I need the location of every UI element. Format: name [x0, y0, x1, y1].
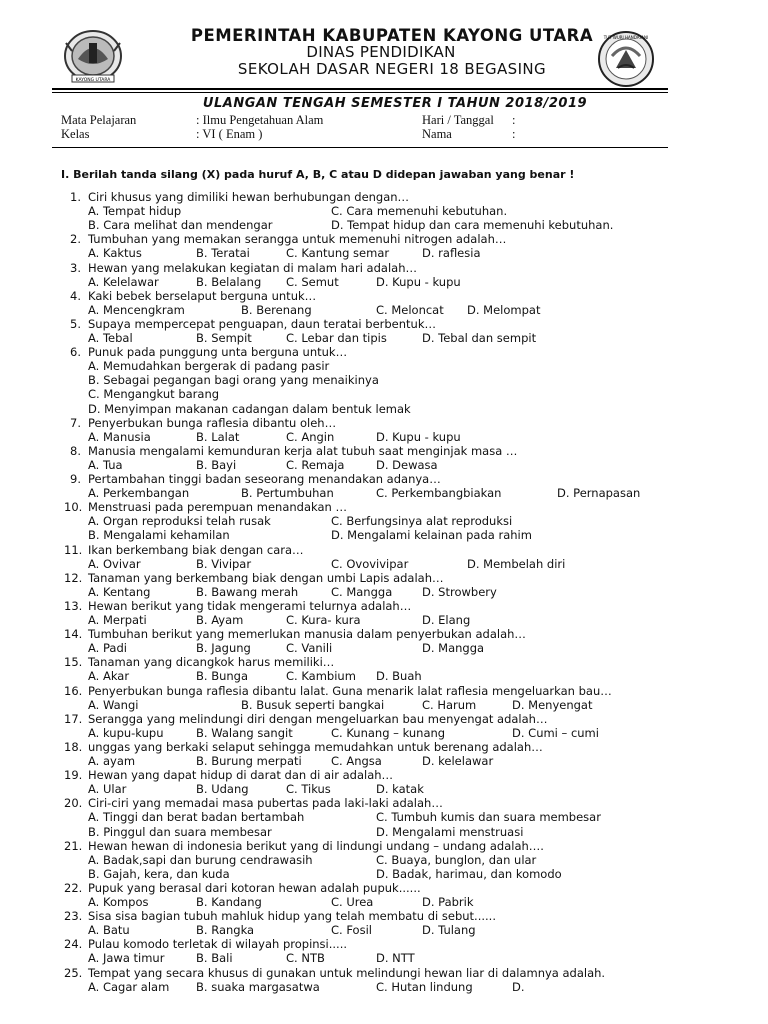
answer-option[interactable]: A. ayam — [88, 754, 136, 768]
question-number: 15. — [64, 655, 83, 670]
question-number: 14. — [64, 627, 83, 642]
question-text: Punuk pada punggung unta berguna untuk… — [88, 345, 348, 360]
answer-option[interactable]: D. Badak, harimau, dan komodo — [376, 866, 562, 881]
answer-option[interactable]: B. Teratai — [196, 246, 250, 261]
question-text: Menstruasi pada perempuan menandakan … — [88, 500, 347, 515]
answer-option[interactable]: C. Kura- kura — [286, 613, 361, 627]
answer-option[interactable]: D. Dewasa — [376, 457, 438, 472]
question-text: Penyerbukan bunga raflesia dibantu oleh… — [88, 415, 337, 430]
answer-option[interactable]: A. Perkembangan — [88, 486, 190, 501]
meta-divider — [52, 147, 668, 148]
question-number: 12. — [64, 570, 83, 585]
svg-text:KAYONG UTARA: KAYONG UTARA — [75, 78, 111, 83]
question-text: Hewan yang dapat hidup di darat dan di air adalah… — [88, 768, 394, 783]
answer-option[interactable]: B. Berenang — [241, 302, 312, 317]
question-text: Hewan hewan di indonesia berikut yang di lindungi undang – undang adalah…. — [88, 838, 544, 853]
answer-option[interactable]: C. NTB — [286, 951, 325, 966]
answer-option[interactable]: A. Kelelawar — [88, 274, 159, 289]
answer-option[interactable]: B. Pertumbuhan — [241, 486, 334, 501]
letterhead-department: DINAS PENDIDIKAN — [306, 43, 456, 61]
question-number: 5. — [70, 316, 81, 331]
answer-option[interactable]: D. Elang — [422, 613, 471, 627]
answer-option[interactable]: D. Tempat hidup dan cara memenuhi kebutuhan. — [331, 218, 614, 233]
date-label: Hari / Tanggal — [422, 113, 494, 127]
question-text: Serangga yang melindungi diri dengan mengeluarkan bau menyengat adalah… — [88, 711, 548, 726]
answer-option[interactable]: C. Fosil — [331, 923, 372, 938]
question-number: 10. — [64, 500, 83, 515]
answer-option[interactable]: B. Sempit — [196, 331, 252, 345]
answer-option[interactable]: D. raflesia — [422, 246, 481, 261]
date-value: : — [512, 113, 516, 127]
question-number: 17. — [64, 711, 83, 726]
question-number: 1. — [70, 190, 81, 204]
question-number: 2. — [70, 232, 81, 247]
question-number: 25. — [64, 965, 83, 980]
question-text: Supaya mempercepat penguapan, daun teratai berbentuk… — [88, 316, 436, 331]
answer-option[interactable]: C. Hutan lindung — [376, 979, 473, 994]
answer-option[interactable]: C. Cara memenuhi kebutuhan. — [331, 204, 508, 219]
answer-option[interactable]: B. Busuk seperti bangkai — [241, 697, 385, 712]
question-text: Tanaman yang dicangkok harus memiliki… — [88, 655, 335, 670]
letterhead-school: SEKOLAH DASAR NEGERI 18 BEGASING — [237, 60, 547, 78]
answer-option[interactable]: B. suaka margasatwa — [196, 979, 320, 994]
answer-option[interactable]: A. Wangi — [88, 697, 139, 712]
answer-option[interactable]: C. Berfungsinya alat reproduksi — [331, 514, 513, 529]
answer-option[interactable]: C. Mangga — [331, 584, 393, 599]
answer-option[interactable]: B. Bali — [196, 951, 233, 966]
question-number: 3. — [70, 260, 81, 275]
answer-option[interactable]: A. Cagar alam — [88, 979, 170, 994]
answer-option[interactable]: A. Tebal — [88, 331, 133, 345]
question-number: 23. — [64, 909, 83, 924]
answer-option[interactable]: A. Tinggi dan berat badan bertambah — [88, 810, 305, 825]
answer-option[interactable]: B. Cara melihat dan mendengar — [88, 218, 273, 233]
answer-option[interactable]: A. Badak,sapi dan burung cendrawasih — [88, 852, 313, 867]
header-divider-thin — [52, 92, 668, 93]
answer-option[interactable]: C. Angin — [286, 429, 335, 444]
svg-text:TUT WURI HANDAYANI: TUT WURI HANDAYANI — [603, 35, 649, 40]
subject-label: Mata Pelajaran — [61, 113, 137, 127]
answer-option[interactable]: A. Akar — [88, 669, 130, 684]
question-text: Kaki bebek berselaput berguna untuk… — [88, 288, 317, 303]
answer-option[interactable]: C. Ovovivipar — [331, 556, 409, 571]
answer-option[interactable]: B. Belalang — [196, 274, 262, 289]
question-number: 13. — [64, 598, 83, 613]
answer-option[interactable]: D. Strowbery — [422, 584, 497, 599]
answer-option[interactable]: C. Urea — [331, 895, 374, 909]
answer-option[interactable]: A. Kompos — [88, 895, 149, 909]
answer-option[interactable]: D. Membelah diri — [467, 556, 566, 571]
answer-option[interactable]: D. Tulang — [422, 923, 476, 938]
question-number: 11. — [64, 542, 83, 557]
question-number: 22. — [64, 880, 83, 895]
answer-option[interactable]: C. Angsa — [331, 754, 382, 768]
answer-option[interactable]: A. Ular — [88, 782, 127, 797]
answer-option[interactable]: C. Tikus — [286, 782, 331, 797]
answer-option[interactable]: A. Kentang — [88, 584, 151, 599]
answer-option[interactable]: D. Pernapasan — [557, 486, 641, 501]
answer-option[interactable]: C. Perkembangbiakan — [376, 486, 502, 501]
answer-option[interactable]: A. Batu — [88, 923, 130, 938]
answer-option[interactable]: D. NTT — [376, 951, 415, 966]
question-text: Ciri khusus yang dimiliki hewan berhubungan dengan… — [88, 190, 410, 204]
answer-option[interactable]: C. Tumbuh kumis dan suara membesar — [376, 810, 601, 825]
answer-option[interactable]: D. Menyimpan makanan cadangan dalam bentuk lemak — [88, 401, 411, 416]
answer-option[interactable]: D. Kupu - kupu — [376, 429, 461, 444]
answer-option[interactable]: C. Buaya, bunglon, dan ular — [376, 852, 537, 867]
answer-option[interactable]: B. Vivipar — [196, 556, 252, 571]
answer-option[interactable]: A. Tempat hidup — [88, 204, 182, 219]
question-number: 20. — [64, 796, 83, 811]
question-number: 24. — [64, 937, 83, 952]
answer-option[interactable]: C. Kantung semar — [286, 246, 390, 261]
answer-option[interactable]: B. Mengalami kehamilan — [88, 528, 230, 543]
question-text: Penyerbukan bunga raflesia dibantu lalat. Guna menarik lalat raflesia mengeluarkan bau… — [88, 683, 612, 698]
name-label: Nama — [422, 127, 452, 141]
question-text: Hewan berikut yang tidak mengerami telurnya adalah… — [88, 598, 412, 613]
question-number: 6. — [70, 345, 81, 360]
answer-option[interactable]: C. Remaja — [286, 457, 345, 472]
answer-option[interactable]: B. Jagung — [196, 641, 251, 656]
answer-option[interactable]: B. Pinggul dan suara membesar — [88, 824, 272, 839]
header-divider — [52, 88, 668, 90]
answer-option[interactable]: C. Mengangkut barang — [88, 387, 220, 402]
subject-value: : Ilmu Pengetahuan Alam — [196, 113, 324, 127]
question-text: Hewan yang melakukan kegiatan di malam hari adalah… — [88, 260, 417, 275]
question-number: 21. — [64, 838, 83, 853]
question-text: Tumbuhan berikut yang memerlukan manusia dalam penyerbukan adalah… — [88, 627, 526, 642]
question-text: Pupuk yang berasal dari kotoran hewan adalah pupuk...... — [88, 880, 421, 895]
answer-option[interactable]: D. Tebal dan sempit — [422, 331, 537, 345]
question-text: Ikan berkembang biak dengan cara… — [88, 542, 304, 557]
answer-option[interactable]: D. Pabrik — [422, 895, 474, 909]
question-number: 18. — [64, 739, 83, 754]
answer-option[interactable]: B. Bunga — [196, 669, 249, 684]
answer-option[interactable]: B. Gajah, kera, dan kuda — [88, 866, 230, 881]
question-text: Tempat yang secara khusus di gunakan untuk melindungi hewan liar di dalamnya adalah. — [88, 965, 606, 980]
question-number: 7. — [70, 415, 81, 430]
question-text: Pertambahan tinggi badan seseorang menandakan adanya… — [88, 472, 441, 486]
question-number: 16. — [64, 683, 83, 698]
answer-option[interactable]: A. Mencengkram — [88, 302, 185, 317]
exam-title: ULANGAN TENGAH SEMESTER I TAHUN 2018/2019 — [202, 96, 588, 111]
answer-option[interactable]: B. Ayam — [196, 613, 244, 627]
answer-option[interactable]: D. kelelawar — [422, 754, 494, 768]
answer-option[interactable]: D. Menyengat — [512, 697, 593, 712]
answer-option[interactable]: C. Vanili — [286, 641, 333, 656]
answer-option[interactable]: C. Meloncat — [376, 302, 444, 317]
answer-option[interactable]: B. Udang — [196, 782, 249, 797]
answer-option[interactable]: A. Jawa timur — [88, 951, 165, 966]
answer-option[interactable]: B. Burung merpati — [196, 754, 302, 768]
answer-option[interactable]: D. Mangga — [422, 641, 485, 656]
answer-option[interactable]: A. kupu-kupu — [88, 725, 164, 740]
answer-option[interactable]: C. Semut — [286, 274, 339, 289]
class-value: : VI ( Enam ) — [196, 127, 263, 141]
question-number: 9. — [70, 472, 81, 486]
answer-option[interactable]: B. Rangka — [196, 923, 255, 938]
answer-option[interactable]: D. — [512, 979, 525, 994]
answer-option[interactable]: A. Manusia — [88, 429, 151, 444]
answer-option[interactable]: B. Lalat — [196, 429, 240, 444]
letterhead-government: PEMERINTAH KABUPATEN KAYONG UTARA — [190, 26, 594, 45]
name-value: : — [512, 127, 516, 141]
answer-option[interactable]: B. Sebagai pegangan bagi orang yang menaikinya — [88, 373, 379, 388]
answer-option[interactable]: D. Mengalami kelainan pada rahim — [331, 528, 532, 543]
question-text: Sisa sisa bagian tubuh mahluk hidup yang telah membatu di sebut...... — [88, 909, 496, 924]
answer-option[interactable]: A. Tua — [88, 457, 123, 472]
answer-option[interactable]: B. Bayi — [196, 457, 237, 472]
question-number: 19. — [64, 768, 83, 783]
answer-option[interactable]: A. Padi — [88, 641, 127, 656]
answer-option[interactable]: D. Kupu - kupu — [376, 274, 461, 289]
question-number: 8. — [70, 443, 81, 458]
question-text: Tanaman yang berkembang biak dengan umbi Lapis adalah… — [88, 570, 444, 585]
section-instruction: I. Berilah tanda silang (X) pada huruf A, B, C atau D didepan jawaban yang benar ! — [61, 168, 575, 181]
question-text: Tumbuhan yang memakan serangga untuk memenuhi nitrogen adalah… — [88, 232, 507, 247]
class-label: Kelas — [61, 127, 90, 141]
answer-option[interactable]: A. Memudahkan bergerak di padang pasir — [88, 359, 330, 374]
answer-option[interactable]: D. Buah — [376, 669, 422, 684]
question-text: Pulau komodo terletak di wilayah propinsi..... — [88, 937, 348, 952]
answer-option[interactable]: D. Melompat — [467, 302, 541, 317]
answer-option[interactable]: D. katak — [376, 782, 424, 797]
question-text: unggas yang berkaki selaput sehingga memudahkan untuk berenang adalah… — [88, 739, 543, 754]
answer-option[interactable]: B. Walang sangit — [196, 725, 293, 740]
answer-option[interactable]: C. Kambium — [286, 669, 356, 684]
answer-option[interactable]: A. Merpati — [88, 613, 147, 627]
answer-option[interactable]: A. Organ reproduksi telah rusak — [88, 514, 271, 529]
answer-option[interactable]: D. Cumi – cumi — [512, 725, 599, 740]
answer-option[interactable]: B. Bawang merah — [196, 584, 299, 599]
question-number: 4. — [70, 288, 81, 303]
answer-option[interactable]: D. Mengalami menstruasi — [376, 824, 524, 839]
question-text: Ciri-ciri yang memadai masa pubertas pada laki-laki adalah… — [88, 796, 443, 811]
answer-option[interactable]: B. Kandang — [196, 895, 262, 909]
answer-option[interactable]: A. Ovivar — [88, 556, 141, 571]
question-text: Manusia mengalami kemunduran kerja alat tubuh saat menginjak masa … — [88, 443, 518, 458]
answer-option[interactable]: C. Lebar dan tipis — [286, 331, 387, 345]
answer-option[interactable]: A. Kaktus — [88, 246, 142, 261]
answer-option[interactable]: C. Harum — [422, 697, 477, 712]
answer-option[interactable]: C. Kunang – kunang — [331, 725, 446, 740]
